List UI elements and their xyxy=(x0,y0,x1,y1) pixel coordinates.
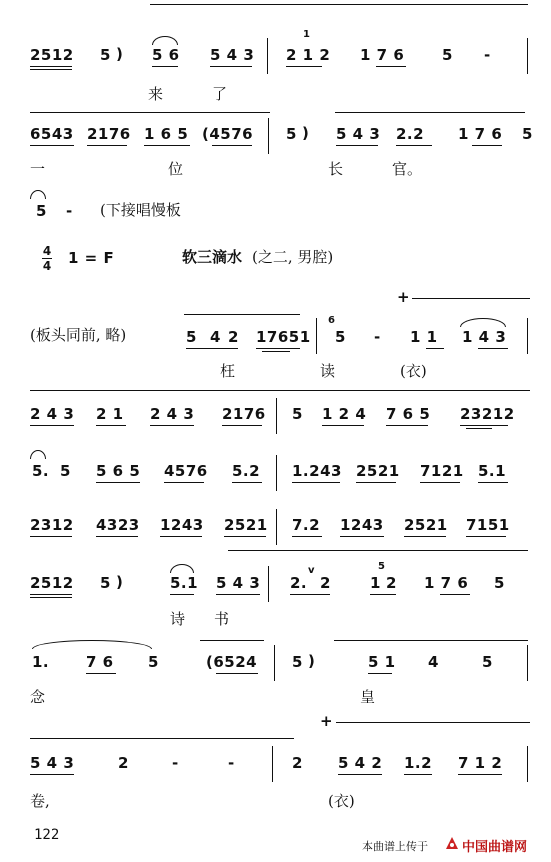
underline xyxy=(232,482,262,483)
underline xyxy=(478,348,508,349)
underline xyxy=(224,536,266,537)
note-group: 7 1 2 xyxy=(458,754,503,772)
phrase-line xyxy=(150,4,528,5)
note-group: 2 1 2 xyxy=(286,46,331,64)
note-group: 2312 xyxy=(30,516,74,534)
lyric: 皇 xyxy=(360,688,376,706)
lyric: 念 xyxy=(30,688,46,706)
underline xyxy=(460,425,508,426)
note-group: 2 4 3 xyxy=(150,405,195,423)
underline xyxy=(404,536,446,537)
note: 2 xyxy=(320,574,331,592)
bar-line xyxy=(274,645,275,681)
underline xyxy=(222,425,262,426)
phrase-line xyxy=(334,640,528,641)
bar-line xyxy=(316,318,317,354)
underline xyxy=(458,774,502,775)
paren: ) xyxy=(116,573,124,591)
paren: ) xyxy=(308,652,316,670)
underline xyxy=(96,425,126,426)
note-group: 2512 xyxy=(30,46,74,64)
underline xyxy=(96,536,138,537)
grace-note: 6 xyxy=(328,315,336,326)
note: 5 xyxy=(100,46,111,64)
note: 5 xyxy=(36,202,47,220)
note-group: 5.1 xyxy=(170,574,199,592)
note-group: 5 4 3 xyxy=(210,46,255,64)
note: 2. xyxy=(290,574,308,592)
note-group: 5 4 3 xyxy=(336,125,381,143)
phrase-line xyxy=(30,390,530,391)
slur xyxy=(152,36,178,45)
dash: - xyxy=(172,754,179,772)
lyric: 诗 xyxy=(170,610,186,628)
note-group: 1 7 6 xyxy=(458,125,503,143)
note-group: 1 7 6 xyxy=(424,574,469,592)
note: 5 xyxy=(60,462,71,480)
paren: ) xyxy=(116,45,124,63)
time-signature xyxy=(42,245,52,272)
underline xyxy=(336,145,378,146)
note: 1. xyxy=(32,653,50,671)
underline xyxy=(30,66,72,67)
note-group: 2521 xyxy=(224,516,268,534)
underline xyxy=(286,66,322,67)
plus-marker: + xyxy=(320,712,334,730)
site-logo-icon xyxy=(444,835,460,851)
note-group: 2 1 xyxy=(96,405,124,423)
note-group: 7 6 5 xyxy=(386,405,431,423)
note: 2 xyxy=(118,754,129,772)
phrase-line xyxy=(184,314,300,315)
bar-line xyxy=(268,118,269,154)
lyric: (衣) xyxy=(400,362,427,380)
slur xyxy=(170,564,194,573)
underline xyxy=(30,425,74,426)
note: 5 xyxy=(335,328,346,346)
underline xyxy=(338,774,382,775)
note-group: 2176 xyxy=(222,405,266,423)
note-group: (4576 xyxy=(202,125,254,143)
note: 5 xyxy=(292,653,303,671)
note-group: 4576 xyxy=(164,462,208,480)
phrase-line xyxy=(30,738,294,739)
lyric: 来 xyxy=(148,85,164,103)
grace-note: 1 xyxy=(303,29,311,40)
lyric: 长 xyxy=(328,160,344,178)
underline xyxy=(152,66,178,67)
underline xyxy=(164,482,204,483)
bar-line xyxy=(276,509,277,545)
note-group: 2.2 xyxy=(396,125,425,143)
underline xyxy=(370,594,396,595)
note: 5 xyxy=(494,574,505,592)
lyric: 卷, xyxy=(30,792,50,810)
meter-top: 4 xyxy=(42,244,52,258)
note: 5 xyxy=(482,653,493,671)
lyric: 书 xyxy=(214,610,230,628)
bar-line xyxy=(276,398,277,434)
note-group: 2176 xyxy=(87,125,131,143)
lyric: 枉 xyxy=(220,362,236,380)
underline xyxy=(186,348,238,349)
note: 5 xyxy=(186,328,197,346)
note-group: 1 1 xyxy=(410,328,438,346)
note-group: 5 6 5 xyxy=(96,462,141,480)
phrase-line xyxy=(30,112,270,113)
note: 4 xyxy=(428,653,439,671)
breath-mark: v xyxy=(308,565,316,576)
slur xyxy=(32,640,152,649)
note: 5 xyxy=(292,405,303,423)
underline xyxy=(440,594,470,595)
lyric: 读 xyxy=(320,362,336,380)
underline xyxy=(290,594,330,595)
note: 5 xyxy=(286,125,297,143)
note-group: 5 4 3 xyxy=(216,574,261,592)
underline xyxy=(386,425,428,426)
note-group: 1.243 xyxy=(292,462,342,480)
note-group: 1 7 6 xyxy=(360,46,405,64)
note-group: 7151 xyxy=(466,516,510,534)
underline xyxy=(96,482,140,483)
underline xyxy=(466,428,492,429)
note: 5 xyxy=(522,125,533,143)
underline xyxy=(322,425,364,426)
underline xyxy=(212,145,252,146)
underline xyxy=(404,774,432,775)
underline xyxy=(170,594,194,595)
note: 2 xyxy=(292,754,303,772)
phrase-line xyxy=(335,112,525,113)
underline xyxy=(376,66,406,67)
note-group: 5 1 xyxy=(368,653,396,671)
note-group: 2521 xyxy=(404,516,448,534)
note-group: 2521 xyxy=(356,462,400,480)
phrase-line xyxy=(228,550,528,551)
underline xyxy=(30,536,72,537)
underline xyxy=(292,536,322,537)
underline xyxy=(87,145,127,146)
note-group: 7.2 xyxy=(292,516,321,534)
note-group: 7 6 xyxy=(86,653,114,671)
underline xyxy=(144,145,190,146)
underline xyxy=(216,673,258,674)
section-subtitle: (之二, 男腔) xyxy=(252,248,334,266)
note-group: 1243 xyxy=(160,516,204,534)
dash: - xyxy=(228,754,235,772)
bar-line xyxy=(527,746,528,782)
note-group: 17651 xyxy=(256,328,311,346)
underline xyxy=(396,145,432,146)
note-group: 1 2 4 xyxy=(322,405,367,423)
section-title: 软三滴水 xyxy=(182,248,243,266)
key-signature: 1 = F xyxy=(68,249,115,267)
note-group: 2 4 3 xyxy=(30,405,75,423)
note-text: (板头同前, 略) xyxy=(30,326,127,344)
underline xyxy=(262,351,290,352)
note: 5. xyxy=(32,462,50,480)
note-group: 5 4 3 xyxy=(30,754,75,772)
note: 2 xyxy=(386,574,397,592)
bar-line xyxy=(267,38,268,74)
note-group: 1.2 xyxy=(404,754,433,772)
lyric: 一 xyxy=(30,160,46,178)
underline xyxy=(420,482,460,483)
note: 1 xyxy=(370,574,381,592)
upload-note: 本曲谱上传于 xyxy=(362,840,428,853)
phrase-line xyxy=(200,640,264,641)
note-group: 2512 xyxy=(30,574,74,592)
site-name[interactable]: 中国曲谱网 xyxy=(462,840,528,855)
note: 4 xyxy=(210,328,221,346)
paren: ) xyxy=(302,124,310,142)
underline xyxy=(160,536,202,537)
phrase-line xyxy=(412,298,530,299)
lyric: (衣) xyxy=(328,792,355,810)
underline xyxy=(356,482,396,483)
underline xyxy=(30,597,72,598)
plus-marker: + xyxy=(397,288,411,306)
underline xyxy=(340,536,384,537)
bar-line xyxy=(268,566,269,602)
note: 5 xyxy=(442,46,453,64)
direction-text: (下接唱慢板 xyxy=(100,201,181,219)
underline xyxy=(478,482,508,483)
underline xyxy=(150,425,194,426)
note-group: 5 4 2 xyxy=(338,754,383,772)
note-group: 5 6 xyxy=(152,46,180,64)
note-group: 1243 xyxy=(340,516,384,534)
underline xyxy=(86,673,116,674)
note: 5 xyxy=(148,653,159,671)
bar-line xyxy=(527,645,528,681)
underline xyxy=(30,594,72,595)
underline xyxy=(30,774,74,775)
underline xyxy=(256,348,300,349)
dash: - xyxy=(484,46,491,64)
lyric: 位 xyxy=(168,160,184,178)
dash: - xyxy=(374,328,381,346)
underline xyxy=(292,482,340,483)
underline xyxy=(466,536,506,537)
bar-line xyxy=(272,746,273,782)
note-group: 1 6 5 xyxy=(144,125,189,143)
note-group: 23212 xyxy=(460,405,515,423)
underline xyxy=(426,348,444,349)
note-group: 5.2 xyxy=(232,462,261,480)
meter-bottom: 4 xyxy=(42,259,52,273)
note-group: 6543 xyxy=(30,125,74,143)
lyric: 官。 xyxy=(392,160,423,178)
page-number: 122 xyxy=(34,827,60,843)
underline xyxy=(30,69,72,70)
note-group: 7121 xyxy=(420,462,464,480)
underline xyxy=(368,673,392,674)
note: 2 xyxy=(228,328,239,346)
underline xyxy=(216,594,260,595)
note-group: 4323 xyxy=(96,516,140,534)
note: 5 xyxy=(100,574,111,592)
grace-note: 5 xyxy=(378,561,386,572)
underline xyxy=(210,66,252,67)
tie xyxy=(30,450,46,459)
note-group: 5.1 xyxy=(478,462,507,480)
bar-line xyxy=(276,455,277,491)
phrase-line xyxy=(336,722,530,723)
note-group: (6524 xyxy=(206,653,258,671)
note-group: 1 4 3 xyxy=(462,328,507,346)
underline xyxy=(30,145,74,146)
underline xyxy=(472,145,502,146)
bar-line xyxy=(527,38,528,74)
lyric: 了 xyxy=(212,85,228,103)
tie xyxy=(30,190,46,199)
bar-line xyxy=(527,318,528,354)
dash: - xyxy=(66,202,73,220)
slur xyxy=(460,318,506,327)
